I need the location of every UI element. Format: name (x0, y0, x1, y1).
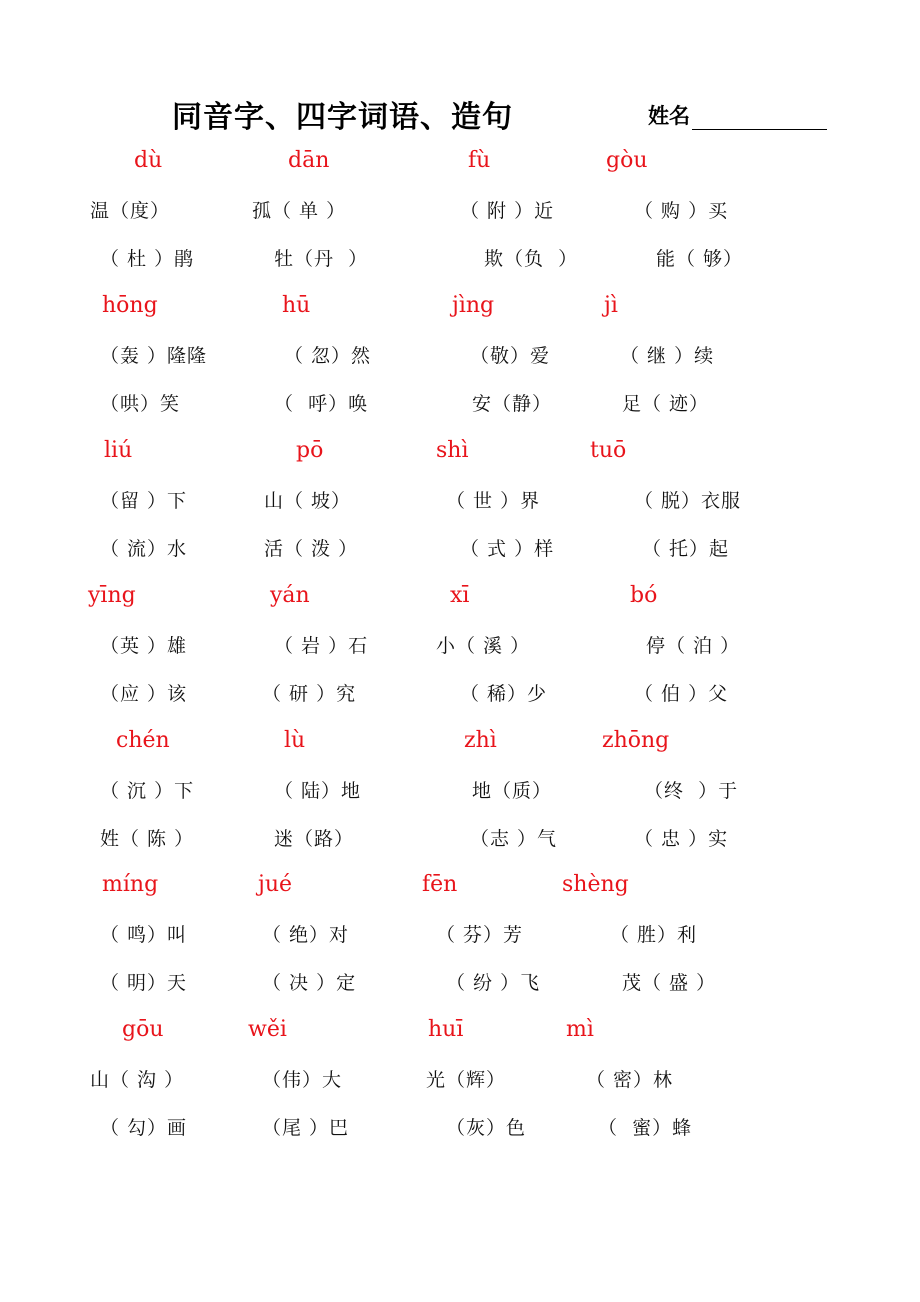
pinyin-label: huī (428, 1017, 464, 1042)
word-item: （ 附 ）近 (460, 200, 555, 222)
word-item: 活（ 泼 ） (264, 538, 359, 560)
pinyin-label: yán (270, 583, 310, 608)
pinyin-label: bó (630, 583, 658, 608)
word-item: （灰）色 (446, 1117, 527, 1139)
word-item: 姓（ 陈 ） (100, 828, 195, 850)
word-item: （伟）大 (262, 1069, 343, 1091)
word-item: （ 纷 ）飞 (446, 972, 541, 994)
pinyin-label: gōu (122, 1017, 164, 1042)
pinyin-label: liú (104, 438, 133, 463)
word-item: 山（ 坡） (264, 490, 352, 512)
pinyin-label: zhì (464, 728, 497, 753)
word-item: （ 陆）地 (274, 780, 362, 802)
word-item: （ 流）水 (100, 538, 188, 560)
word-item: （ 密）林 (586, 1069, 674, 1091)
pinyin-label: yīng (88, 583, 136, 608)
pinyin-label: hōng (102, 293, 158, 318)
pinyin-label: tuō (590, 438, 627, 463)
word-item: 茂（ 盛 ） (622, 972, 717, 994)
word-item: （ 明）天 (100, 972, 188, 994)
word-item: （ 研 ）究 (262, 683, 357, 705)
pinyin-label: dù (134, 148, 163, 173)
pinyin-label: hū (282, 293, 311, 318)
word-item: 小（ 溪 ） (436, 635, 531, 657)
word-item: （ 蜜）蜂 (598, 1117, 693, 1139)
word-item: 足（ 迹） (622, 393, 710, 415)
pinyin-label: wěi (248, 1017, 287, 1042)
word-item: （ 稀）少 (460, 683, 548, 705)
word-item: （ 勾）画 (100, 1117, 188, 1139)
word-item: （敬）爱 (470, 345, 551, 367)
word-item: （ 芬）芳 (436, 924, 524, 946)
name-field (648, 100, 827, 130)
word-item: 孤（ 单 ） (252, 200, 347, 222)
word-item: （ 伯 ）父 (634, 683, 729, 705)
word-item: 光（辉） (426, 1069, 507, 1091)
pinyin-label: zhōng (602, 728, 670, 753)
pinyin-label: míng (102, 872, 159, 897)
word-item: 欺（负 ） (484, 248, 579, 270)
pinyin-label: gòu (606, 148, 648, 173)
pinyin-label: fēn (422, 872, 458, 897)
word-item: （轰 ）隆隆 (100, 345, 208, 367)
word-item: （ 决 ）定 (262, 972, 357, 994)
word-item: （尾 ）巴 (262, 1117, 350, 1139)
word-item: （ 式 ）样 (460, 538, 555, 560)
pinyin-label: shèng (562, 872, 629, 897)
word-item: （ 世 ）界 (446, 490, 541, 512)
pinyin-label: jì (604, 293, 618, 318)
word-item: （终 ）于 (644, 780, 739, 802)
word-item: （ 沉 ）下 (100, 780, 195, 802)
pinyin-label: shì (436, 438, 469, 463)
page-title: 同音字、四字词语、造句 (172, 100, 513, 135)
word-item: （ 忽）然 (284, 345, 372, 367)
pinyin-label: lù (284, 728, 306, 753)
pinyin-label: chén (116, 728, 170, 753)
name-blank-line (692, 105, 827, 130)
word-item: （留 ）下 (100, 490, 188, 512)
word-item: （ 继 ）续 (620, 345, 715, 367)
word-item: 山（ 沟 ） (90, 1069, 185, 1091)
word-item: 安（静） (472, 393, 553, 415)
pinyin-label: pō (296, 438, 324, 463)
word-item: （志 ）气 (470, 828, 558, 850)
word-item: 能（ 够） (656, 248, 744, 270)
word-item: （ 绝）对 (262, 924, 350, 946)
pinyin-label: mì (566, 1017, 594, 1042)
word-item: 牡（丹 ） (274, 248, 369, 270)
word-item: （ 岩 ）石 (274, 635, 369, 657)
word-item: （ 脱）衣服 (634, 490, 742, 512)
pinyin-label: dān (288, 148, 330, 173)
word-item: （ 托）起 (642, 538, 730, 560)
word-item: （ 呼）唤 (274, 393, 369, 415)
pinyin-label: xī (450, 583, 470, 608)
name-label: 姓名 (648, 104, 690, 128)
word-item: （ 购 ）买 (634, 200, 729, 222)
word-item: 地（质） (472, 780, 553, 802)
word-item: （ 杜 ）鹃 (100, 248, 195, 270)
word-item: （ 鸣）叫 (100, 924, 188, 946)
word-item: （哄）笑 (100, 393, 181, 415)
pinyin-label: jìng (452, 293, 495, 318)
word-item: （英 ）雄 (100, 635, 188, 657)
pinyin-label: jué (258, 872, 293, 897)
word-item: 迷（路） (274, 828, 355, 850)
word-item: （应 ）该 (100, 683, 188, 705)
word-item: 温（度） (90, 200, 171, 222)
pinyin-label: fù (468, 148, 491, 173)
word-item: （ 忠 ）实 (634, 828, 729, 850)
word-item: （ 胜）利 (610, 924, 698, 946)
word-item: 停（ 泊 ） (646, 635, 741, 657)
